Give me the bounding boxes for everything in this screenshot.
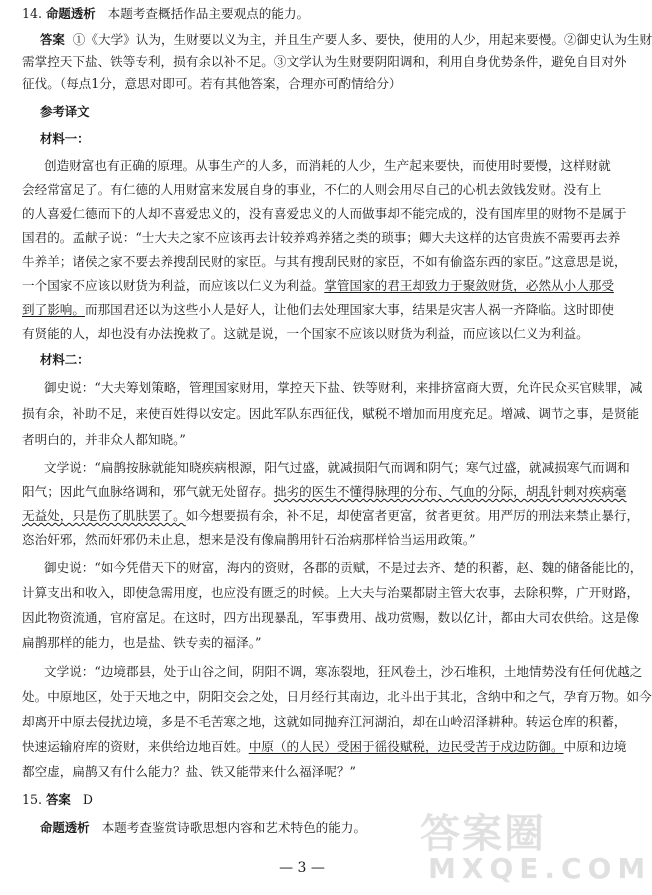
q14-answer-line-3: 征伐。（每点1分，意思对即可。若有其他答案，合理亦可酌情给分）: [22, 76, 402, 91]
m1-line-6: 一个国家不应该以财货为利益，而应该以仁义为利益。掌管国家的君王却致力于聚敛财货，必然从小人那受: [22, 278, 614, 293]
watermark-domain: MXQE.COM: [428, 852, 652, 885]
q14-answer-line-1: 答案 ①《大学》认为，生财要以义为主，并且生产要人多、要快，使用的人少，用起来要慢。②御史认为生财: [40, 32, 652, 47]
m2-p2-line-2: 阳气；因此气血脉络调和，邪气就无处留存。拙劣的医生不懂得脉理的分布、气血的分际，胡乱针刺对疾病毫: [22, 484, 627, 499]
underlined-sentence-end: 到了影响。: [22, 302, 85, 317]
m1-line-2: 会经常富足了。有仁德的人用财富来发展自身的事业，不仁的人则会用尽自己的心机去敛钱发财。没有上: [22, 182, 602, 197]
m1-line-7: 到了影响。而那国君还以为这些小人是好人，让他们去处理国家大事，结果是灾害人祸一齐降临。这时即使: [22, 302, 614, 317]
translation-title: 参考译文: [40, 104, 90, 119]
analysis-label: 命题透析: [46, 6, 96, 21]
m1-line-1: 创造财富也有正确的原理。从事生产的人多，而消耗的人少，生产起来要快，而使用时要慢，这样财就: [44, 158, 611, 173]
analysis-text: 本题考查概括作品主要观点的能力。: [107, 6, 310, 21]
analysis-text: 本题考查鉴赏诗歌思想内容和艺术特色的能力。: [101, 820, 367, 835]
m2-p3-line-2: 计算支出和收入，即使急需用度，也应没有匮乏的时候。上大夫与治粟都尉主管大农事，去除积弊，广开财路，: [22, 585, 640, 600]
m2-p3-line-4: 扁鹊那样的能力，也是盐、铁专卖的福泽。”: [22, 635, 262, 650]
m2-p4-line-1: 文学说：“边境郡县，处于山谷之间，阴阳不调，寒冻裂地，狂风卷土，沙石堆积，土地情势没有任何优越之: [44, 664, 643, 679]
wavy-underlined-sentence: 拙劣的医生不懂得脉理的分布、气血的分际，胡乱针刺对疾病毫: [273, 484, 627, 499]
q14-answer-line-2: 需掌控天下盐、铁等专利，损有余以补不足。③文学认为生财要阴阳调和，利用自身优势条件，避免自目对外: [22, 54, 627, 69]
answer-value: D: [82, 792, 93, 807]
m1-line-4: 国君的。孟献子说：“士大夫之家不应该再去计较养鸡养猪之类的琐事；卿大夫这样的达官贵族不需要再去养: [22, 230, 621, 245]
page-number: — 3 —: [279, 860, 325, 876]
analysis-label: 命题透析: [40, 820, 90, 835]
answer-label: 答案: [40, 32, 65, 47]
material-1-title: 材料一：: [40, 131, 90, 146]
material-2-title: 材料二：: [40, 352, 90, 367]
m2-p1-line-3: 者明白的，并非众人都知晓。”: [22, 432, 186, 447]
m2-p2-line-3: 无益处，只是伤了肌肤罢了。如今想要损有余，补不足，却使富者更富，贫者更贫。用严厉的刑法来禁止暴行，: [22, 508, 640, 523]
watermark-text: 答案圈: [420, 811, 546, 857]
m2-p2-line-4: 恣治奸邪，然而奸邪仍未止息，想来是没有像扁鹊用针石治病那样恰当运用政策。”: [22, 532, 476, 547]
m2-p4-line-2: 处。中原地区，处于天地之中，阴阳交会之处，日月经行其南边，北斗出于其北，含纳中和之气，孕育万物。如今: [22, 689, 652, 704]
answer-label: 答案: [46, 792, 71, 807]
q14-analysis-line: [22, 6, 590, 22]
m2-p3-line-1: 御史说：“如今凭借天下的财富，海内的资财，各郡的贡赋，不是过去齐、楚的积蓄，赵、魏的储备能比的，: [44, 560, 643, 575]
question-number: 14.: [22, 6, 43, 21]
m2-p4-line-3: 却离开中原去侵扰边境，多是不毛苦寒之地，这就如同抛弃江河湖泊，却在山岭沼泽耕种。转运仓库的积蓄，: [22, 714, 627, 729]
question-number: 15.: [22, 792, 43, 807]
watermark-logo: [420, 802, 652, 892]
m2-p1-line-1: 御史说：“大夫筹划策略，管理国家财用，掌控天下盐、铁等财利，来排挤富商大贾，允许民众买官赎罪，减: [44, 380, 643, 395]
wavy-underlined-sentence-end: 无益处，只是伤了肌肤罢了。: [22, 508, 186, 523]
m2-p1-line-2: 损有余，补助不足，来使百姓得以安定。因此军队东西征伐，赋税不增加而用度充足。增减、调节之事，是贤能: [22, 406, 640, 421]
m1-line-5: 牛养羊；诸侯之家不要去养搜刮民财的家臣。与其有搜刮民财的家臣，不如有偷盗东西的家臣。”这意思是说，: [22, 254, 627, 269]
m2-p2-line-1: 文学说：“扁鹊按脉就能知晓疾病根源，阳气过盛，就减损阳气而调和阴气；寒气过盛，就减损寒气而调和: [44, 460, 630, 475]
underlined-sentence-2: 中原（的人民）受困于徭役赋税，边民受苦于戍边防御。: [248, 739, 564, 754]
m2-p4-line-4: 快速运输府库的资财，来供给边地百姓。中原（的人民）受困于徭役赋税，边民受苦于戍边防御。中原和边境: [22, 739, 627, 754]
m1-line-8: 有贤能的人，却也没有办法挽救了。这就是说，一个国家不应该以财货为利益，而应该以仁义为利益。: [22, 326, 589, 341]
m2-p4-line-5: 都空虚，扁鹊又有什么能力？盐、铁又能带来什么福泽呢？”: [22, 764, 356, 779]
m1-line-3: 的人喜爱仁德而下的人却不喜爱忠义的，没有喜爱忠义的人而做事却不能完成的，没有国库里的财物不是属于: [22, 206, 627, 221]
m2-p3-line-3: 因此物资流通，官府富足。在这时，四方出现暴乱，军事费用、战功赏赐，数以亿计，都由大司农供给。这是像: [22, 610, 640, 625]
underlined-sentence: 掌管国家的君王却致力于聚敛财货，必然从小人那受: [324, 278, 614, 293]
